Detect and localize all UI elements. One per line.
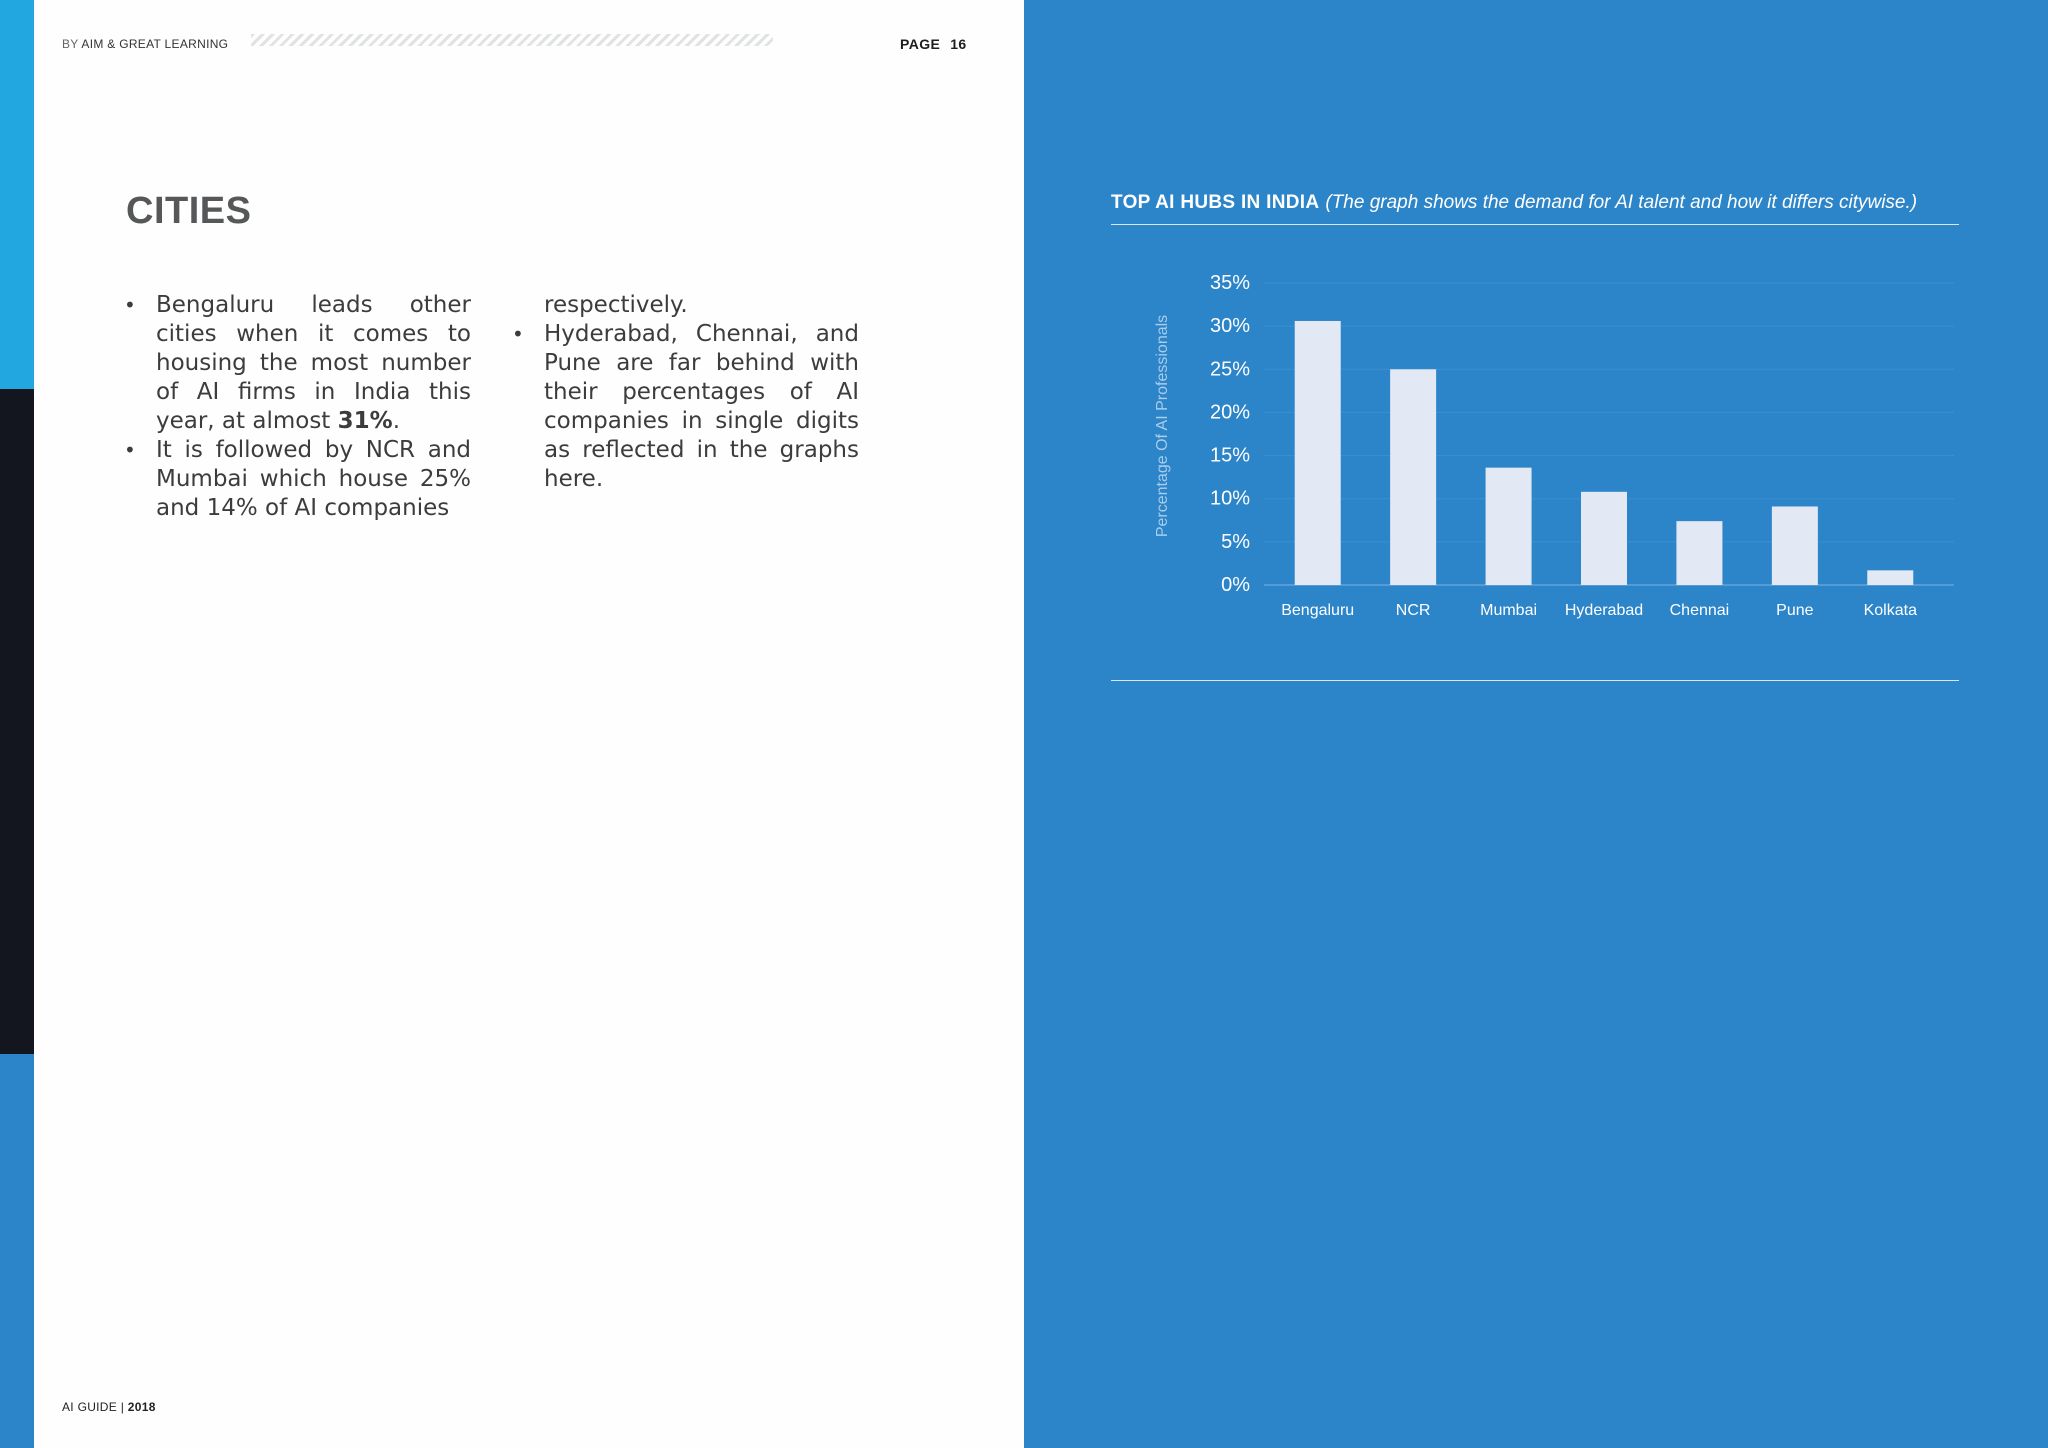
bullet-item: • It is followed by NCR and Mumbai which house 25% and 14% of AI companies bbox=[124, 437, 471, 521]
y-tick-label: 10% bbox=[1209, 487, 1250, 510]
bullet-dot: • bbox=[124, 438, 136, 462]
y-axis-title: Percentage Of AI Professionals bbox=[1154, 314, 1171, 538]
left-page bbox=[34, 0, 1024, 1448]
left-edge-strip-bottom bbox=[0, 1054, 34, 1448]
bar-mumbai bbox=[1486, 468, 1532, 585]
bar-kolkata bbox=[1867, 570, 1913, 585]
chart-bottom-rule bbox=[1111, 680, 1959, 681]
bar-pune bbox=[1772, 506, 1818, 585]
left-edge-strip-middle bbox=[0, 389, 34, 1054]
header-hatch-decoration bbox=[251, 34, 773, 46]
chart-title: TOP AI HUBS IN INDIA bbox=[1111, 192, 1320, 213]
left-edge-strip-top bbox=[0, 0, 34, 389]
y-tick-label: 20% bbox=[1209, 401, 1250, 424]
right-page bbox=[1024, 0, 2048, 1448]
section-title: CITIES bbox=[126, 190, 252, 232]
bullet-item: • Hyderabad, Chennai, and Pune are far behind with their percentages of AI companies in single digits as reflected in the graphs here. bbox=[512, 321, 859, 492]
text-column-2 bbox=[512, 291, 859, 494]
y-tick-label: 35% bbox=[1209, 272, 1250, 294]
publisher-credit: BY AIM & GREAT LEARNING bbox=[62, 37, 229, 51]
x-tick-label: Bengaluru bbox=[1281, 602, 1355, 619]
y-tick-label: 25% bbox=[1209, 358, 1250, 381]
bar-chart bbox=[1024, 0, 2048, 700]
x-tick-label: Kolkata bbox=[1863, 602, 1917, 619]
x-tick-label: Chennai bbox=[1669, 602, 1730, 619]
x-tick-label: Pune bbox=[1776, 602, 1814, 619]
x-tick-label: NCR bbox=[1395, 602, 1431, 619]
chart-subtitle: (The graph shows the demand for AI talent and how it differs citywise.) bbox=[1325, 192, 1918, 213]
bar-ncr bbox=[1390, 369, 1436, 585]
bar-bengaluru bbox=[1295, 321, 1341, 585]
y-tick-label: 5% bbox=[1221, 530, 1250, 553]
y-tick-label: 15% bbox=[1209, 444, 1250, 467]
y-tick-label: 30% bbox=[1209, 315, 1250, 338]
text-column-1 bbox=[124, 291, 471, 523]
bullet-dot: • bbox=[512, 322, 524, 346]
x-tick-label: Hyderabad bbox=[1564, 602, 1644, 619]
y-tick-label: 0% bbox=[1221, 574, 1250, 596]
bullet-dot: • bbox=[124, 293, 136, 317]
bullet-item: • Bengaluru leads other cities when it comes to housing the most number of AI firms in India this year, at almost 31%. bbox=[124, 292, 471, 434]
x-tick-label: Mumbai bbox=[1480, 602, 1538, 619]
footer: AI GUIDE | 2018 bbox=[62, 1400, 156, 1414]
bullet-continuation: respectively. bbox=[544, 292, 688, 318]
bar-hyderabad bbox=[1581, 492, 1627, 585]
page-number: PAGE 16 bbox=[900, 36, 967, 52]
bar-chennai bbox=[1676, 521, 1722, 585]
